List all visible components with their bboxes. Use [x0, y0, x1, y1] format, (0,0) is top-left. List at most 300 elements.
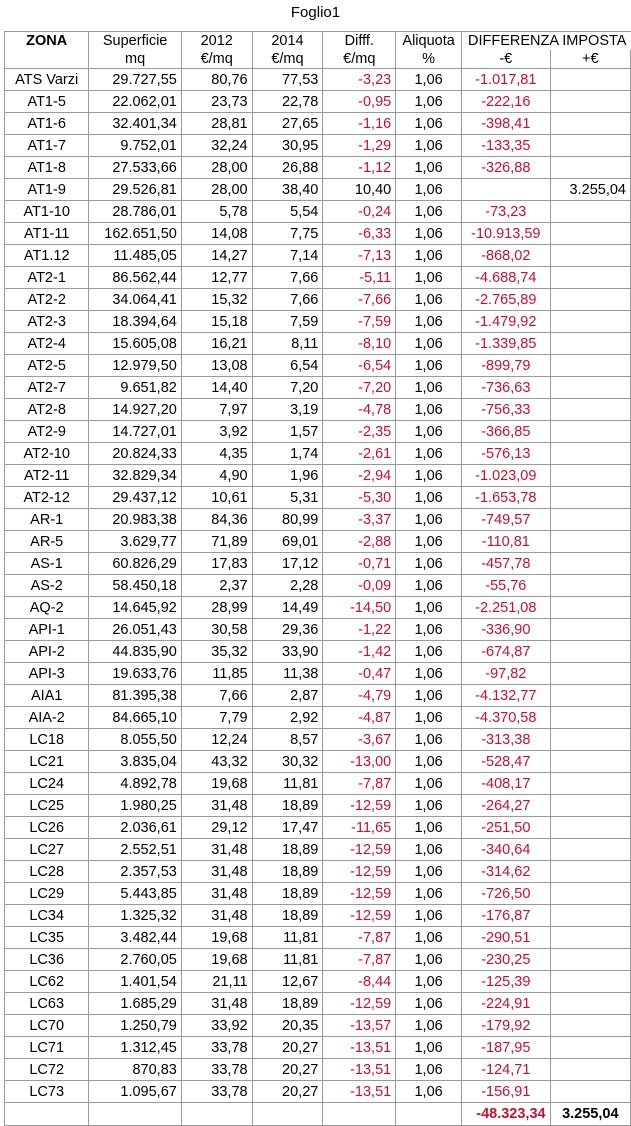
cell-superficie: 1.325,32 — [89, 905, 181, 927]
cell-2014: 22,78 — [252, 91, 323, 113]
cell-superficie: 15.605,08 — [89, 333, 181, 355]
cell-2014: 77,53 — [252, 69, 323, 91]
cell-diff: -12,59 — [323, 861, 396, 883]
table-row — [5, 993, 631, 1015]
cell-2012: 80,76 — [181, 69, 252, 91]
cell-superficie: 3.629,77 — [89, 531, 181, 553]
header-2014: 2014 — [252, 32, 323, 51]
cell-2014: 8,57 — [252, 729, 323, 751]
cell-zona: AT2-1 — [5, 267, 89, 289]
total-minus: -48.323,34 — [462, 1103, 551, 1126]
cell-zona: AT1-7 — [5, 135, 89, 157]
table-row — [5, 1015, 631, 1037]
cell-aliquota: 1,06 — [396, 421, 462, 443]
table-row — [5, 333, 631, 355]
totals-empty-cell — [252, 1103, 323, 1126]
cell-superficie: 20.824,33 — [89, 443, 181, 465]
cell-2012: 31,48 — [181, 883, 252, 905]
cell-differenza-minus: -10.913,59 — [462, 223, 551, 245]
cell-aliquota: 1,06 — [396, 685, 462, 707]
cell-differenza-plus — [550, 377, 630, 399]
cell-2014: 5,31 — [252, 487, 323, 509]
cell-zona: AT2-3 — [5, 311, 89, 333]
cell-diff: -12,59 — [323, 905, 396, 927]
cell-diff: -13,51 — [323, 1081, 396, 1103]
cell-aliquota: 1,06 — [396, 443, 462, 465]
cell-zona: AT1-10 — [5, 201, 89, 223]
cell-differenza-plus — [550, 597, 630, 619]
totals-empty-cell — [396, 1103, 462, 1126]
cell-superficie: 44.835,90 — [89, 641, 181, 663]
cell-2014: 18,89 — [252, 795, 323, 817]
cell-superficie: 1.685,29 — [89, 993, 181, 1015]
cell-aliquota: 1,06 — [396, 531, 462, 553]
cell-2014: 2,28 — [252, 575, 323, 597]
cell-2012: 4,35 — [181, 443, 252, 465]
cell-zona: AT2-7 — [5, 377, 89, 399]
cell-diff: -0,24 — [323, 201, 396, 223]
cell-diff: -8,10 — [323, 333, 396, 355]
cell-superficie: 3.482,44 — [89, 927, 181, 949]
cell-2014: 1,57 — [252, 421, 323, 443]
cell-2014: 3,19 — [252, 399, 323, 421]
cell-differenza-plus — [550, 509, 630, 531]
cell-differenza-minus: -290,51 — [462, 927, 551, 949]
cell-zona: AT2-9 — [5, 421, 89, 443]
table-row — [5, 113, 631, 135]
cell-superficie: 22.062,01 — [89, 91, 181, 113]
cell-zona: LC73 — [5, 1081, 89, 1103]
header-differenza-imposta: DIFFERENZA IMPOSTA — [462, 32, 631, 51]
cell-differenza-minus: -251,50 — [462, 817, 551, 839]
table-row — [5, 619, 631, 641]
cell-diff: -1,16 — [323, 113, 396, 135]
cell-diff: -7,87 — [323, 773, 396, 795]
cell-differenza-plus — [550, 421, 630, 443]
cell-zona: LC63 — [5, 993, 89, 1015]
data-table — [4, 31, 631, 1126]
cell-superficie: 1.095,67 — [89, 1081, 181, 1103]
table-row — [5, 531, 631, 553]
cell-2014: 11,81 — [252, 949, 323, 971]
cell-differenza-plus — [550, 795, 630, 817]
cell-superficie: 2.552,51 — [89, 839, 181, 861]
table-row — [5, 355, 631, 377]
cell-superficie: 26.051,43 — [89, 619, 181, 641]
cell-superficie: 1.980,25 — [89, 795, 181, 817]
cell-zona: LC21 — [5, 751, 89, 773]
cell-differenza-plus — [550, 223, 630, 245]
cell-differenza-minus: -1.479,92 — [462, 311, 551, 333]
cell-differenza-minus: -1.017,81 — [462, 69, 551, 91]
cell-aliquota: 1,06 — [396, 1059, 462, 1081]
table-row — [5, 949, 631, 971]
cell-superficie: 14.927,20 — [89, 399, 181, 421]
cell-differenza-plus — [550, 663, 630, 685]
cell-diff: -12,59 — [323, 883, 396, 905]
cell-2012: 84,36 — [181, 509, 252, 531]
cell-differenza-minus: -340,64 — [462, 839, 551, 861]
cell-diff: -2,88 — [323, 531, 396, 553]
cell-2014: 7,66 — [252, 267, 323, 289]
cell-superficie: 18.394,64 — [89, 311, 181, 333]
header-minus-unit: -€ — [462, 50, 551, 69]
totals-row — [5, 1103, 631, 1126]
cell-differenza-minus: -1.653,78 — [462, 487, 551, 509]
cell-zona: LC62 — [5, 971, 89, 993]
cell-aliquota: 1,06 — [396, 157, 462, 179]
header-aliquota: Aliquota — [396, 32, 462, 51]
cell-2012: 28,81 — [181, 113, 252, 135]
cell-2012: 12,24 — [181, 729, 252, 751]
cell-aliquota: 1,06 — [396, 839, 462, 861]
cell-differenza-plus: 3.255,04 — [550, 179, 630, 201]
cell-diff: -8,44 — [323, 971, 396, 993]
cell-zona: AT2-12 — [5, 487, 89, 509]
cell-zona: LC71 — [5, 1037, 89, 1059]
cell-differenza-plus — [550, 751, 630, 773]
cell-aliquota: 1,06 — [396, 355, 462, 377]
cell-differenza-plus — [550, 949, 630, 971]
cell-differenza-minus: -97,82 — [462, 663, 551, 685]
cell-2012: 7,97 — [181, 399, 252, 421]
cell-aliquota: 1,06 — [396, 487, 462, 509]
cell-diff: -4,78 — [323, 399, 396, 421]
cell-zona: LC25 — [5, 795, 89, 817]
header-row — [5, 32, 631, 51]
cell-differenza-plus — [550, 245, 630, 267]
cell-differenza-plus — [550, 311, 630, 333]
cell-differenza-plus — [550, 861, 630, 883]
cell-2014: 14,49 — [252, 597, 323, 619]
cell-diff: -12,59 — [323, 795, 396, 817]
table-row — [5, 1059, 631, 1081]
table-row — [5, 773, 631, 795]
cell-2014: 69,01 — [252, 531, 323, 553]
cell-differenza-minus: -230,25 — [462, 949, 551, 971]
cell-diff: -1,42 — [323, 641, 396, 663]
cell-2014: 18,89 — [252, 883, 323, 905]
header-superficie: Superficie — [89, 32, 181, 51]
cell-2012: 31,48 — [181, 861, 252, 883]
cell-superficie: 1.250,79 — [89, 1015, 181, 1037]
cell-2012: 21,11 — [181, 971, 252, 993]
cell-differenza-plus — [550, 399, 630, 421]
cell-superficie: 20.983,38 — [89, 509, 181, 531]
cell-diff: -0,71 — [323, 553, 396, 575]
cell-2014: 8,11 — [252, 333, 323, 355]
cell-superficie: 1.312,45 — [89, 1037, 181, 1059]
cell-diff: -14,50 — [323, 597, 396, 619]
table-row — [5, 839, 631, 861]
cell-2012: 29,12 — [181, 817, 252, 839]
cell-2014: 11,81 — [252, 773, 323, 795]
cell-differenza-minus: -176,87 — [462, 905, 551, 927]
table-row — [5, 487, 631, 509]
cell-zona: AT1-6 — [5, 113, 89, 135]
cell-differenza-plus — [550, 333, 630, 355]
cell-differenza-plus — [550, 1059, 630, 1081]
cell-superficie: 29.526,81 — [89, 179, 181, 201]
cell-aliquota: 1,06 — [396, 949, 462, 971]
cell-superficie: 162.651,50 — [89, 223, 181, 245]
header-2014-unit: €/mq — [252, 50, 323, 69]
cell-2014: 7,75 — [252, 223, 323, 245]
cell-differenza-minus: -4.132,77 — [462, 685, 551, 707]
cell-superficie: 34.064,41 — [89, 289, 181, 311]
cell-2014: 1,96 — [252, 465, 323, 487]
cell-zona: AT1-9 — [5, 179, 89, 201]
cell-differenza-plus — [550, 289, 630, 311]
cell-zona: LC35 — [5, 927, 89, 949]
cell-superficie: 870,83 — [89, 1059, 181, 1081]
cell-2014: 2,87 — [252, 685, 323, 707]
table-row — [5, 861, 631, 883]
cell-aliquota: 1,06 — [396, 751, 462, 773]
cell-zona: LC27 — [5, 839, 89, 861]
table-row — [5, 377, 631, 399]
cell-2012: 33,92 — [181, 1015, 252, 1037]
cell-differenza-minus: -313,38 — [462, 729, 551, 751]
cell-differenza-minus: -457,78 — [462, 553, 551, 575]
cell-diff: -7,13 — [323, 245, 396, 267]
cell-diff: -6,33 — [323, 223, 396, 245]
cell-zona: AT1-8 — [5, 157, 89, 179]
table-row — [5, 751, 631, 773]
table-row — [5, 69, 631, 91]
cell-diff: -7,20 — [323, 377, 396, 399]
cell-2012: 71,89 — [181, 531, 252, 553]
cell-differenza-plus — [550, 993, 630, 1015]
cell-differenza-plus — [550, 707, 630, 729]
cell-differenza-minus: -110,81 — [462, 531, 551, 553]
table-row — [5, 553, 631, 575]
cell-differenza-plus — [550, 531, 630, 553]
cell-diff: -5,11 — [323, 267, 396, 289]
cell-superficie: 58.450,18 — [89, 575, 181, 597]
cell-differenza-plus — [550, 355, 630, 377]
table-row — [5, 443, 631, 465]
cell-2014: 30,32 — [252, 751, 323, 773]
cell-2012: 31,48 — [181, 905, 252, 927]
cell-aliquota: 1,06 — [396, 1015, 462, 1037]
cell-differenza-plus — [550, 69, 630, 91]
cell-2014: 38,40 — [252, 179, 323, 201]
cell-2012: 30,58 — [181, 619, 252, 641]
cell-2012: 11,85 — [181, 663, 252, 685]
cell-2012: 19,68 — [181, 773, 252, 795]
totals-empty-cell — [181, 1103, 252, 1126]
cell-zona: LC28 — [5, 861, 89, 883]
header-diff-unit: €/mq — [323, 50, 396, 69]
cell-2014: 7,14 — [252, 245, 323, 267]
cell-differenza-minus: -736,63 — [462, 377, 551, 399]
cell-zona: AT2-2 — [5, 289, 89, 311]
cell-2014: 20,27 — [252, 1037, 323, 1059]
cell-aliquota: 1,06 — [396, 1081, 462, 1103]
cell-2012: 15,18 — [181, 311, 252, 333]
cell-2014: 17,12 — [252, 553, 323, 575]
cell-diff: -1,29 — [323, 135, 396, 157]
table-row — [5, 289, 631, 311]
cell-differenza-minus: -124,71 — [462, 1059, 551, 1081]
cell-2014: 33,90 — [252, 641, 323, 663]
cell-2012: 15,32 — [181, 289, 252, 311]
table-row — [5, 597, 631, 619]
cell-differenza-plus — [550, 619, 630, 641]
cell-diff: 10,40 — [323, 179, 396, 201]
cell-aliquota: 1,06 — [396, 509, 462, 531]
cell-2012: 5,78 — [181, 201, 252, 223]
cell-differenza-plus — [550, 135, 630, 157]
cell-superficie: 8.055,50 — [89, 729, 181, 751]
table-row — [5, 927, 631, 949]
cell-2014: 11,38 — [252, 663, 323, 685]
cell-aliquota: 1,06 — [396, 289, 462, 311]
cell-differenza-plus — [550, 157, 630, 179]
cell-2012: 31,48 — [181, 795, 252, 817]
table-row — [5, 971, 631, 993]
cell-diff: -1,12 — [323, 157, 396, 179]
cell-diff: -5,30 — [323, 487, 396, 509]
cell-2014: 12,67 — [252, 971, 323, 993]
cell-differenza-plus — [550, 267, 630, 289]
header-zona: ZONA — [5, 32, 89, 51]
cell-diff: -13,51 — [323, 1059, 396, 1081]
table-row — [5, 641, 631, 663]
cell-differenza-minus: -4.370,58 — [462, 707, 551, 729]
cell-differenza-minus: -125,39 — [462, 971, 551, 993]
cell-2012: 28,00 — [181, 179, 252, 201]
cell-aliquota: 1,06 — [396, 927, 462, 949]
cell-differenza-minus: -868,02 — [462, 245, 551, 267]
cell-differenza-plus — [550, 113, 630, 135]
cell-differenza-plus — [550, 1037, 630, 1059]
cell-aliquota: 1,06 — [396, 619, 462, 641]
cell-differenza-minus: -2.251,08 — [462, 597, 551, 619]
cell-2014: 18,89 — [252, 993, 323, 1015]
cell-zona: ATS Varzi — [5, 69, 89, 91]
cell-2012: 19,68 — [181, 927, 252, 949]
cell-diff: -13,00 — [323, 751, 396, 773]
table-row — [5, 685, 631, 707]
cell-differenza-minus: -674,87 — [462, 641, 551, 663]
cell-diff: -7,87 — [323, 949, 396, 971]
cell-aliquota: 1,06 — [396, 377, 462, 399]
cell-differenza-plus — [550, 883, 630, 905]
cell-diff: -12,59 — [323, 839, 396, 861]
cell-2014: 17,47 — [252, 817, 323, 839]
cell-aliquota: 1,06 — [396, 91, 462, 113]
cell-2014: 6,54 — [252, 355, 323, 377]
cell-aliquota: 1,06 — [396, 993, 462, 1015]
cell-diff: -7,87 — [323, 927, 396, 949]
table-row — [5, 91, 631, 113]
cell-zona: AT2-11 — [5, 465, 89, 487]
cell-differenza-minus: -314,62 — [462, 861, 551, 883]
cell-2014: 2,92 — [252, 707, 323, 729]
cell-aliquota: 1,06 — [396, 773, 462, 795]
cell-aliquota: 1,06 — [396, 597, 462, 619]
cell-diff: -13,57 — [323, 1015, 396, 1037]
cell-aliquota: 1,06 — [396, 113, 462, 135]
cell-aliquota: 1,06 — [396, 795, 462, 817]
cell-superficie: 12.979,50 — [89, 355, 181, 377]
cell-aliquota: 1,06 — [396, 135, 462, 157]
cell-diff: -0,47 — [323, 663, 396, 685]
cell-differenza-minus: -336,90 — [462, 619, 551, 641]
cell-aliquota: 1,06 — [396, 817, 462, 839]
cell-differenza-plus — [550, 729, 630, 751]
header-2012-unit: €/mq — [181, 50, 252, 69]
table-row — [5, 707, 631, 729]
cell-zona: AT2-10 — [5, 443, 89, 465]
cell-superficie: 86.562,44 — [89, 267, 181, 289]
cell-2012: 14,08 — [181, 223, 252, 245]
cell-2014: 1,74 — [252, 443, 323, 465]
table-row — [5, 399, 631, 421]
table-row — [5, 465, 631, 487]
table-row — [5, 817, 631, 839]
cell-differenza-minus: -55,76 — [462, 575, 551, 597]
sheet-title: Foglio1 — [290, 4, 341, 21]
cell-diff: -0,09 — [323, 575, 396, 597]
cell-zona: AQ-2 — [5, 597, 89, 619]
cell-diff: -13,51 — [323, 1037, 396, 1059]
cell-2014: 20,27 — [252, 1059, 323, 1081]
cell-2014: 27,65 — [252, 113, 323, 135]
cell-aliquota: 1,06 — [396, 729, 462, 751]
cell-2014: 29,36 — [252, 619, 323, 641]
cell-2012: 23,73 — [181, 91, 252, 113]
cell-2014: 20,27 — [252, 1081, 323, 1103]
cell-differenza-minus: -179,92 — [462, 1015, 551, 1037]
table-row — [5, 135, 631, 157]
cell-differenza-minus: -133,35 — [462, 135, 551, 157]
cell-differenza-plus — [550, 971, 630, 993]
cell-2012: 17,83 — [181, 553, 252, 575]
cell-differenza-plus — [550, 553, 630, 575]
cell-2012: 33,78 — [181, 1081, 252, 1103]
cell-differenza-minus: -187,95 — [462, 1037, 551, 1059]
cell-differenza-plus — [550, 465, 630, 487]
cell-superficie: 14.727,01 — [89, 421, 181, 443]
cell-zona: AT1-5 — [5, 91, 89, 113]
cell-differenza-plus — [550, 839, 630, 861]
table-row — [5, 509, 631, 531]
cell-aliquota: 1,06 — [396, 245, 462, 267]
table-row — [5, 179, 631, 201]
header-zona-unit — [5, 50, 89, 69]
cell-differenza-minus: -398,41 — [462, 113, 551, 135]
cell-differenza-minus: -576,13 — [462, 443, 551, 465]
cell-differenza-plus — [550, 773, 630, 795]
cell-differenza-plus — [550, 641, 630, 663]
cell-aliquota: 1,06 — [396, 267, 462, 289]
cell-aliquota: 1,06 — [396, 311, 462, 333]
totals-empty-cell — [5, 1103, 89, 1126]
cell-differenza-minus: -4.688,74 — [462, 267, 551, 289]
cell-2012: 33,78 — [181, 1059, 252, 1081]
cell-zona: AT2-5 — [5, 355, 89, 377]
cell-superficie: 28.786,01 — [89, 201, 181, 223]
cell-differenza-minus: -726,50 — [462, 883, 551, 905]
cell-aliquota: 1,06 — [396, 707, 462, 729]
cell-2012: 31,48 — [181, 839, 252, 861]
cell-differenza-plus — [550, 817, 630, 839]
totals-empty-cell — [89, 1103, 181, 1126]
cell-diff: -6,54 — [323, 355, 396, 377]
